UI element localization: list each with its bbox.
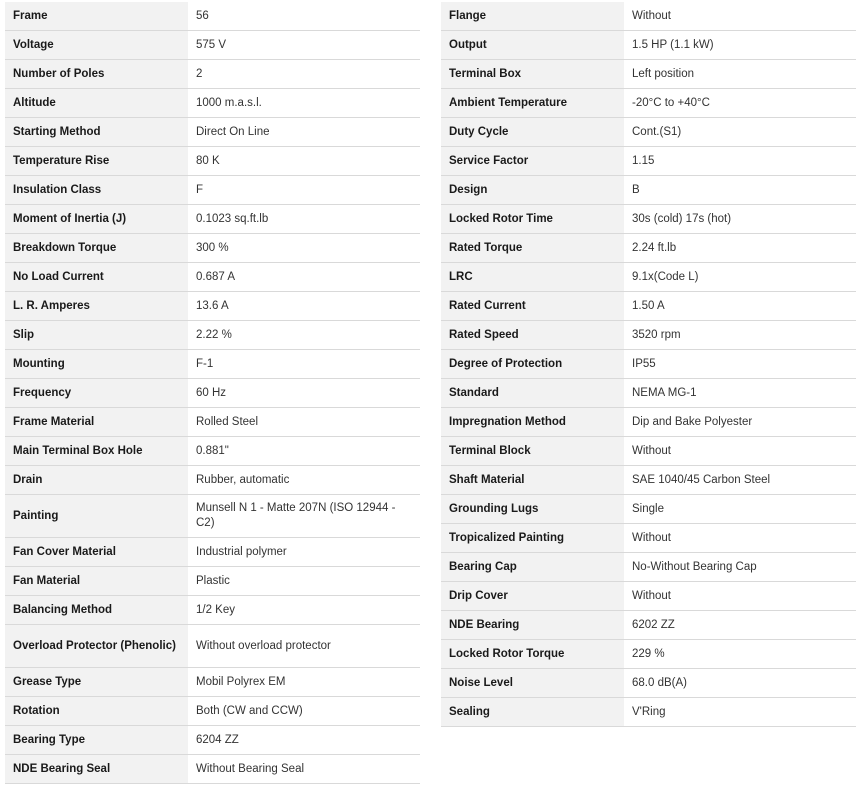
spec-row-shaft-material	[441, 466, 856, 495]
spec-label: No Load Current	[5, 263, 188, 292]
spec-row-drip-cover	[441, 582, 856, 611]
spec-row-altitude	[5, 89, 420, 118]
spec-row-overload-protector-phenolic	[5, 625, 420, 668]
spec-label: Drain	[5, 466, 188, 495]
spec-value: 6204 ZZ	[188, 726, 420, 755]
spec-value: Single	[624, 495, 856, 524]
spec-value: 2	[188, 60, 420, 89]
spec-label: Frequency	[5, 379, 188, 408]
spec-value: B	[624, 176, 856, 205]
spec-label: NDE Bearing	[441, 611, 624, 640]
spec-label: Painting	[5, 495, 188, 538]
spec-label: Frame Material	[5, 408, 188, 437]
spec-label: Flange	[441, 2, 624, 31]
spec-label: Fan Material	[5, 567, 188, 596]
spec-value: Rolled Steel	[188, 408, 420, 437]
spec-value: 9.1x(Code L)	[624, 263, 856, 292]
spec-row-terminal-box	[441, 60, 856, 89]
spec-value: Rubber, automatic	[188, 466, 420, 495]
spec-row-nde-bearing-seal	[5, 755, 420, 784]
spec-row-fan-material	[5, 567, 420, 596]
spec-row-breakdown-torque	[5, 234, 420, 263]
spec-label: Ambient Temperature	[441, 89, 624, 118]
spec-row-lrc	[441, 263, 856, 292]
spec-value: Cont.(S1)	[624, 118, 856, 147]
spec-value: -20°C to +40°C	[624, 89, 856, 118]
spec-label: Locked Rotor Torque	[441, 640, 624, 669]
spec-row-bearing-cap	[441, 553, 856, 582]
spec-value: 1000 m.a.s.l.	[188, 89, 420, 118]
spec-value: 0.1023 sq.ft.lb	[188, 205, 420, 234]
spec-row-impregnation-method	[441, 408, 856, 437]
spec-row-main-terminal-box-hole	[5, 437, 420, 466]
spec-row-moment-of-inertia-j	[5, 205, 420, 234]
spec-label: Tropicalized Painting	[441, 524, 624, 553]
spec-row-locked-rotor-time	[441, 205, 856, 234]
spec-row-output	[441, 31, 856, 60]
spec-label: Grounding Lugs	[441, 495, 624, 524]
spec-label: Mounting	[5, 350, 188, 379]
spec-value: 1/2 Key	[188, 596, 420, 625]
spec-row-terminal-block	[441, 437, 856, 466]
spec-row-slip	[5, 321, 420, 350]
spec-label: Voltage	[5, 31, 188, 60]
spec-label: Rated Torque	[441, 234, 624, 263]
right-spec-body	[441, 2, 856, 727]
spec-row-voltage	[5, 31, 420, 60]
spec-value: Without	[624, 524, 856, 553]
spec-row-frame	[5, 2, 420, 31]
spec-row-painting	[5, 495, 420, 538]
spec-label: Overload Protector (Phenolic)	[5, 625, 188, 668]
spec-row-rated-torque	[441, 234, 856, 263]
spec-value: Mobil Polyrex EM	[188, 668, 420, 697]
spec-label: Degree of Protection	[441, 350, 624, 379]
spec-row-no-load-current	[5, 263, 420, 292]
spec-label: Noise Level	[441, 669, 624, 698]
spec-row-fan-cover-material	[5, 538, 420, 567]
spec-row-bearing-type	[5, 726, 420, 755]
spec-label: Frame	[5, 2, 188, 31]
spec-value: Without Bearing Seal	[188, 755, 420, 784]
spec-value: 30s (cold) 17s (hot)	[624, 205, 856, 234]
spec-row-sealing	[441, 698, 856, 727]
spec-row-number-of-poles	[5, 60, 420, 89]
spec-row-service-factor	[441, 147, 856, 176]
spec-row-balancing-method	[5, 596, 420, 625]
spec-label: Insulation Class	[5, 176, 188, 205]
spec-label: Bearing Type	[5, 726, 188, 755]
spec-label: Slip	[5, 321, 188, 350]
spec-label: Balancing Method	[5, 596, 188, 625]
spec-label: Sealing	[441, 698, 624, 727]
spec-row-rotation	[5, 697, 420, 726]
spec-label: Rated Current	[441, 292, 624, 321]
spec-value: Without overload protector	[188, 625, 420, 668]
spec-value: 6202 ZZ	[624, 611, 856, 640]
spec-row-tropicalized-painting	[441, 524, 856, 553]
spec-value: Without	[624, 2, 856, 31]
spec-value: 300 %	[188, 234, 420, 263]
spec-row-locked-rotor-torque	[441, 640, 856, 669]
spec-label: Standard	[441, 379, 624, 408]
spec-row-temperature-rise	[5, 147, 420, 176]
spec-row-grounding-lugs	[441, 495, 856, 524]
spec-row-duty-cycle	[441, 118, 856, 147]
spec-value: 0.687 A	[188, 263, 420, 292]
spec-value: Left position	[624, 60, 856, 89]
spec-value: 68.0 dB(A)	[624, 669, 856, 698]
spec-row-noise-level	[441, 669, 856, 698]
spec-value: Direct On Line	[188, 118, 420, 147]
spec-label: Design	[441, 176, 624, 205]
spec-row-starting-method	[5, 118, 420, 147]
spec-label: Service Factor	[441, 147, 624, 176]
spec-value: NEMA MG-1	[624, 379, 856, 408]
spec-value: Plastic	[188, 567, 420, 596]
spec-row-ambient-temperature	[441, 89, 856, 118]
spec-row-flange	[441, 2, 856, 31]
spec-value: IP55	[624, 350, 856, 379]
spec-label: Moment of Inertia (J)	[5, 205, 188, 234]
spec-label: Bearing Cap	[441, 553, 624, 582]
spec-label: Fan Cover Material	[5, 538, 188, 567]
spec-row-frame-material	[5, 408, 420, 437]
spec-value: Both (CW and CCW)	[188, 697, 420, 726]
spec-value: 3520 rpm	[624, 321, 856, 350]
spec-value: 575 V	[188, 31, 420, 60]
spec-row-insulation-class	[5, 176, 420, 205]
spec-value: 229 %	[624, 640, 856, 669]
spec-value: 80 K	[188, 147, 420, 176]
spec-value: Munsell N 1 - Matte 207N (ISO 12944 - C2)	[188, 495, 420, 538]
spec-label: Starting Method	[5, 118, 188, 147]
spec-label: Altitude	[5, 89, 188, 118]
spec-row-nde-bearing	[441, 611, 856, 640]
spec-label: Number of Poles	[5, 60, 188, 89]
spec-label: Main Terminal Box Hole	[5, 437, 188, 466]
spec-value: 1.50 A	[624, 292, 856, 321]
spec-label: Terminal Box	[441, 60, 624, 89]
spec-value: 1.5 HP (1.1 kW)	[624, 31, 856, 60]
spec-value: F	[188, 176, 420, 205]
spec-row-rated-current	[441, 292, 856, 321]
spec-value: Industrial polymer	[188, 538, 420, 567]
spec-row-degree-of-protection	[441, 350, 856, 379]
spec-label: Output	[441, 31, 624, 60]
spec-row-rated-speed	[441, 321, 856, 350]
spec-value: 60 Hz	[188, 379, 420, 408]
spec-value: Without	[624, 437, 856, 466]
spec-value: 2.22 %	[188, 321, 420, 350]
spec-value: 1.15	[624, 147, 856, 176]
spec-label: Impregnation Method	[441, 408, 624, 437]
spec-label: Rated Speed	[441, 321, 624, 350]
spec-row-standard	[441, 379, 856, 408]
spec-label: Shaft Material	[441, 466, 624, 495]
spec-value: Without	[624, 582, 856, 611]
spec-value: 0.881"	[188, 437, 420, 466]
spec-label: Terminal Block	[441, 437, 624, 466]
spec-label: LRC	[441, 263, 624, 292]
spec-label: Locked Rotor Time	[441, 205, 624, 234]
spec-label: Drip Cover	[441, 582, 624, 611]
spec-label: L. R. Amperes	[5, 292, 188, 321]
spec-value: Dip and Bake Polyester	[624, 408, 856, 437]
spec-row-drain	[5, 466, 420, 495]
right-spec-table	[441, 2, 856, 727]
spec-label: Rotation	[5, 697, 188, 726]
spec-row-design	[441, 176, 856, 205]
spec-label: Breakdown Torque	[5, 234, 188, 263]
spec-value: No-Without Bearing Cap	[624, 553, 856, 582]
spec-value: SAE 1040/45 Carbon Steel	[624, 466, 856, 495]
spec-value: V'Ring	[624, 698, 856, 727]
spec-label: Temperature Rise	[5, 147, 188, 176]
spec-value: 56	[188, 2, 420, 31]
left-spec-table	[5, 2, 420, 784]
spec-row-grease-type	[5, 668, 420, 697]
spec-label: Duty Cycle	[441, 118, 624, 147]
spec-label: Grease Type	[5, 668, 188, 697]
spec-row-frequency	[5, 379, 420, 408]
spec-value: 2.24 ft.lb	[624, 234, 856, 263]
spec-row-mounting	[5, 350, 420, 379]
spec-label: NDE Bearing Seal	[5, 755, 188, 784]
spec-value: 13.6 A	[188, 292, 420, 321]
spec-value: F-1	[188, 350, 420, 379]
spec-row-l-r-amperes	[5, 292, 420, 321]
left-spec-body	[5, 2, 420, 784]
